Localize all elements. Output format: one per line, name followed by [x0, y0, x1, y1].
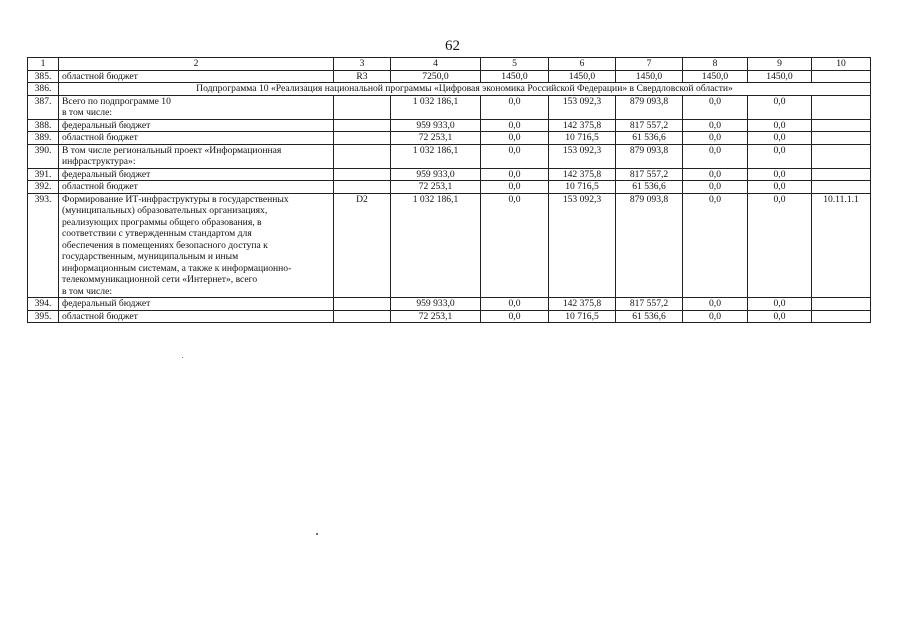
- column-header: 6: [549, 58, 616, 71]
- value-cell-c5: 0,0: [481, 144, 549, 168]
- row-number-cell: 392.: [28, 181, 59, 194]
- value-cell-c9: 0,0: [748, 310, 812, 323]
- column-header: 10: [812, 58, 871, 71]
- column-header: 8: [683, 58, 748, 71]
- column-number-row: [28, 58, 871, 71]
- value-cell-c7: 61 536,6: [616, 181, 683, 194]
- value-cell-c6: 10 716,5: [549, 310, 616, 323]
- column-header: 4: [391, 58, 481, 71]
- value-cell-c10: [812, 168, 871, 181]
- value-cell-c3: [334, 181, 391, 194]
- value-cell-c6: 10 716,5: [549, 132, 616, 145]
- row-name-cell: областной бюджет: [59, 132, 334, 145]
- table-row: [28, 70, 871, 83]
- table-row: [28, 83, 871, 96]
- value-cell-c9: 0,0: [748, 132, 812, 145]
- value-cell-c7: 61 536,6: [616, 310, 683, 323]
- column-header: 2: [59, 58, 334, 71]
- scan-speck: [316, 533, 318, 535]
- row-name-cell: областной бюджет: [59, 70, 334, 83]
- row-name-cell: В том числе региональный проект «Информационная инфраструктура»:: [59, 144, 334, 168]
- value-cell-c3: [334, 144, 391, 168]
- row-number-cell: 391.: [28, 168, 59, 181]
- table-row: [28, 119, 871, 132]
- value-cell-c3: [334, 310, 391, 323]
- value-cell-c5: 0,0: [481, 298, 549, 311]
- budget-table: [27, 57, 871, 323]
- row-number-cell: 386.: [28, 83, 59, 96]
- column-header: 9: [748, 58, 812, 71]
- value-cell-c4: 7250,0: [391, 70, 481, 83]
- value-cell-c7: 879 093,8: [616, 95, 683, 119]
- row-number-cell: 387.: [28, 95, 59, 119]
- row-number-cell: 394.: [28, 298, 59, 311]
- value-cell-c3: [334, 132, 391, 145]
- row-name-cell: Всего по подпрограмме 10 в том числе:: [59, 95, 334, 119]
- value-cell-c10: [812, 70, 871, 83]
- value-cell-c6: 153 092,3: [549, 144, 616, 168]
- value-cell-c3: D2: [334, 193, 391, 298]
- row-name-cell: федеральный бюджет: [59, 298, 334, 311]
- value-cell-c9: 0,0: [748, 95, 812, 119]
- table-row: [28, 193, 871, 298]
- column-header: 1: [28, 58, 59, 71]
- row-name-cell: федеральный бюджет: [59, 119, 334, 132]
- value-cell-c4: 72 253,1: [391, 181, 481, 194]
- value-cell-c6: 153 092,3: [549, 193, 616, 298]
- value-cell-c8: 0,0: [683, 298, 748, 311]
- value-cell-c10: [812, 95, 871, 119]
- row-number-cell: 388.: [28, 119, 59, 132]
- value-cell-c9: 0,0: [748, 193, 812, 298]
- row-name-cell: областной бюджет: [59, 181, 334, 194]
- value-cell-c10: [812, 144, 871, 168]
- value-cell-c5: 0,0: [481, 181, 549, 194]
- value-cell-c5: 0,0: [481, 168, 549, 181]
- value-cell-c10: [812, 181, 871, 194]
- value-cell-c5: 0,0: [481, 119, 549, 132]
- value-cell-c6: 142 375,8: [549, 298, 616, 311]
- row-number-cell: 389.: [28, 132, 59, 145]
- row-name-cell: Формирование ИТ-инфраструктуры в государственных (муниципальных) образовательных организациях, реализующих программы общего образования, в соответствии с утвержденным стандартом для обеспечения в помещениях безопасного доступа к государственным, муниципальным и иным информационным системам, а также к информационно- телекоммуникационной сети «Интернет», всего в том числе:: [59, 193, 334, 298]
- column-header: 7: [616, 58, 683, 71]
- row-number-cell: 390.: [28, 144, 59, 168]
- value-cell-c7: 61 536,6: [616, 132, 683, 145]
- value-cell-c7: 817 557,2: [616, 168, 683, 181]
- scan-speck: [182, 357, 183, 358]
- table-row: [28, 310, 871, 323]
- value-cell-c3: [334, 95, 391, 119]
- value-cell-c8: 0,0: [683, 119, 748, 132]
- value-cell-c4: 1 032 186,1: [391, 144, 481, 168]
- value-cell-c7: 817 557,2: [616, 119, 683, 132]
- row-name-cell: областной бюджет: [59, 310, 334, 323]
- value-cell-c5: 0,0: [481, 132, 549, 145]
- table-row: [28, 168, 871, 181]
- value-cell-c7: 1450,0: [616, 70, 683, 83]
- value-cell-c6: 153 092,3: [549, 95, 616, 119]
- value-cell-c10: [812, 310, 871, 323]
- table-row: [28, 95, 871, 119]
- value-cell-c8: 0,0: [683, 193, 748, 298]
- value-cell-c5: 0,0: [481, 95, 549, 119]
- row-number-cell: 395.: [28, 310, 59, 323]
- table-body: [28, 70, 871, 323]
- row-number-cell: 385.: [28, 70, 59, 83]
- value-cell-c6: 142 375,8: [549, 168, 616, 181]
- value-cell-c6: 10 716,5: [549, 181, 616, 194]
- value-cell-c10: [812, 298, 871, 311]
- value-cell-c3: [334, 298, 391, 311]
- value-cell-c10: [812, 132, 871, 145]
- table-row: [28, 144, 871, 168]
- value-cell-c6: 1450,0: [549, 70, 616, 83]
- table-row: [28, 298, 871, 311]
- value-cell-c9: 0,0: [748, 144, 812, 168]
- value-cell-c4: 1 032 186,1: [391, 95, 481, 119]
- value-cell-c4: 72 253,1: [391, 132, 481, 145]
- value-cell-c4: 959 933,0: [391, 168, 481, 181]
- value-cell-c8: 1450,0: [683, 70, 748, 83]
- column-header: 5: [481, 58, 549, 71]
- value-cell-c8: 0,0: [683, 95, 748, 119]
- value-cell-c5: 0,0: [481, 193, 549, 298]
- value-cell-c5: 1450,0: [481, 70, 549, 83]
- value-cell-c7: 879 093,8: [616, 193, 683, 298]
- value-cell-c8: 0,0: [683, 144, 748, 168]
- value-cell-c8: 0,0: [683, 310, 748, 323]
- value-cell-c6: 142 375,8: [549, 119, 616, 132]
- column-header: 3: [334, 58, 391, 71]
- row-number-cell: 393.: [28, 193, 59, 298]
- value-cell-c4: 959 933,0: [391, 119, 481, 132]
- row-name-cell: федеральный бюджет: [59, 168, 334, 181]
- value-cell-c7: 879 093,8: [616, 144, 683, 168]
- value-cell-c4: 959 933,0: [391, 298, 481, 311]
- value-cell-c5: 0,0: [481, 310, 549, 323]
- value-cell-c9: 0,0: [748, 181, 812, 194]
- value-cell-c10: 10.11.1.1: [812, 193, 871, 298]
- value-cell-c10: [812, 119, 871, 132]
- value-cell-c8: 0,0: [683, 132, 748, 145]
- value-cell-c3: [334, 119, 391, 132]
- table-row: [28, 132, 871, 145]
- value-cell-c8: 0,0: [683, 181, 748, 194]
- value-cell-c7: 817 557,2: [616, 298, 683, 311]
- value-cell-c4: 72 253,1: [391, 310, 481, 323]
- value-cell-c3: R3: [334, 70, 391, 83]
- value-cell-c9: 0,0: [748, 298, 812, 311]
- page-number: 62: [445, 38, 460, 54]
- value-cell-c9: 0,0: [748, 119, 812, 132]
- value-cell-c3: [334, 168, 391, 181]
- value-cell-c9: 0,0: [748, 168, 812, 181]
- table-row: [28, 181, 871, 194]
- subprogram-title-cell: Подпрограмма 10 «Реализация национальной программы «Цифровая экономика Российской Федерации» в Свердловской области»: [59, 83, 871, 96]
- value-cell-c4: 1 032 186,1: [391, 193, 481, 298]
- value-cell-c8: 0,0: [683, 168, 748, 181]
- value-cell-c9: 1450,0: [748, 70, 812, 83]
